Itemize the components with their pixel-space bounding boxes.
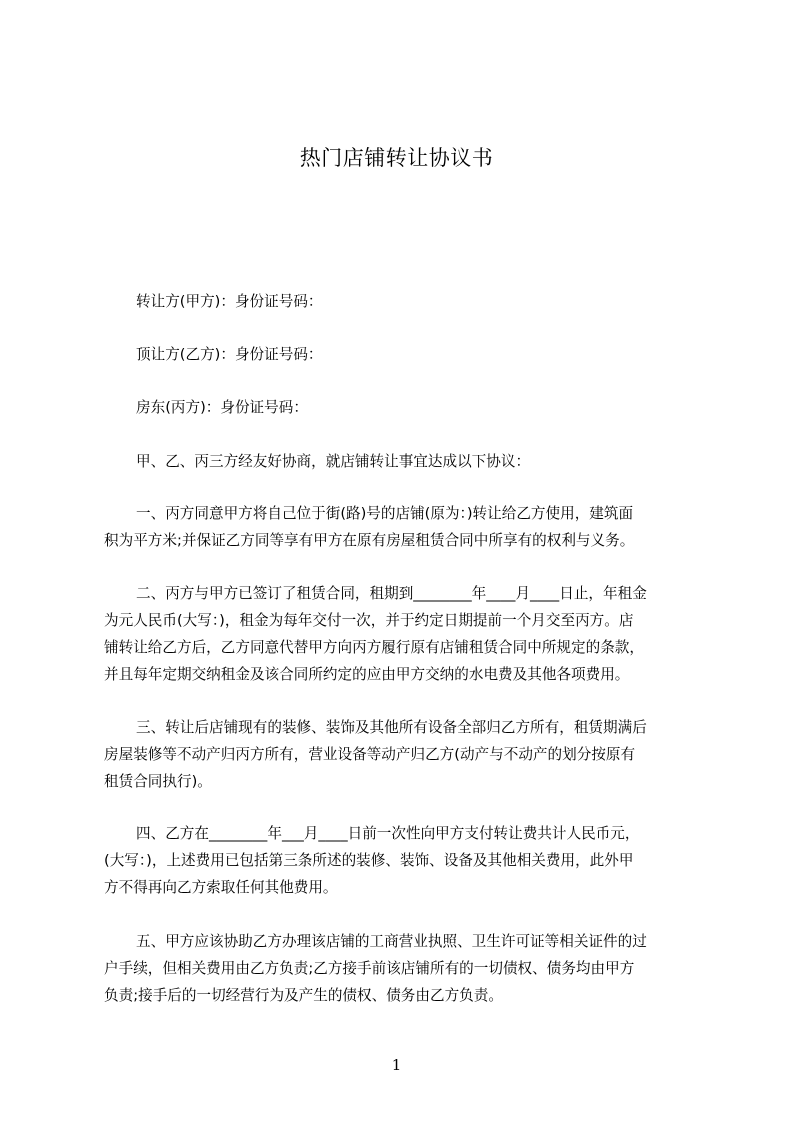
clause-line: 方不得再向乙方索取任何其他费用。 <box>104 879 338 896</box>
clause-4 <box>104 820 724 901</box>
clause-line: 一、丙方同意甲方将自己位于街(路)号的店铺(原为：)转让给乙方使用，建筑面 <box>136 505 634 522</box>
clause-line: 五、甲方应该协助乙方办理该店铺的工商营业执照、卫生许可证等相关证件的过 <box>136 933 647 950</box>
clause-line: 户手续，但相关费用由乙方负责;乙方接手前该店铺所有的一切债权、债务均由甲方 <box>104 960 635 977</box>
clause-line: 租赁合同执行)。 <box>104 773 212 790</box>
clause-line: 四、乙方在________年___月____日前一次性向甲方支付转让费共计人民币元， <box>136 825 640 842</box>
clause-line: 负责;接手后的一切经营行为及产生的债权、债务由乙方负责。 <box>104 987 503 1004</box>
document-title: 热门店铺转让协议书 <box>299 146 494 170</box>
clause-line: 铺转让给乙方后，乙方同意代替甲方向丙方履行原有店铺租赁合同中所规定的条款， <box>104 639 644 656</box>
clause-line: (大写：)，上述费用已包括第三条所述的装修、装饰、设备及其他相关费用，此外甲 <box>104 852 634 869</box>
clause-line: 房屋装修等不动产归丙方所有，营业设备等动产归乙方(动产与不动产的划分按原有 <box>104 746 636 763</box>
clause-5 <box>104 928 724 1009</box>
clause-line: 二、丙方与甲方已签订了租赁合同，租期到________年____月____日止，年租金 <box>136 585 647 602</box>
clause-line: 为元人民币(大写：)，租金为每年交付一次，并于约定日期提前一个月交至丙方。店 <box>104 612 634 629</box>
clause-line: 积为平方米;并保证乙方同等享有甲方在原有房屋租赁合同中所享有的权利与义务。 <box>104 532 635 549</box>
agreement-intro: 甲、乙、丙三方经友好协商，就店铺转让事宜达成以下协议： <box>136 453 531 470</box>
party-transferee: 顶让方(乙方)：身份证号码： <box>136 346 323 363</box>
clause-2 <box>104 580 724 688</box>
party-landlord: 房东(丙方)：身份证号码： <box>136 399 308 416</box>
clause-line: 并且每年定期交纳租金及该合同所约定的应由甲方交纳的水电费及其他各项费用。 <box>104 666 630 683</box>
clause-1 <box>104 500 724 554</box>
clause-3 <box>104 714 724 795</box>
clause-line: 三、转让后店铺现有的装修、装饰及其他所有设备全部归乙方所有，租赁期满后 <box>136 719 647 736</box>
page-number: 1 <box>391 1056 402 1074</box>
party-transferor: 转让方(甲方)：身份证号码： <box>136 293 323 310</box>
